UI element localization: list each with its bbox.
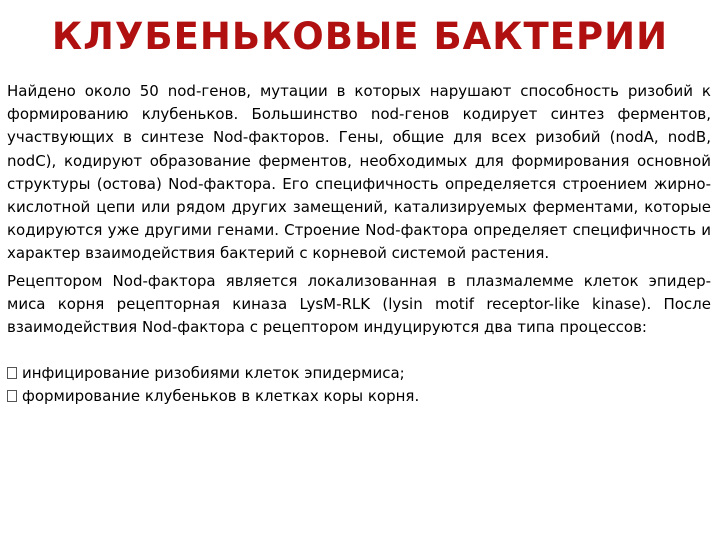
box-bullet-icon	[7, 390, 17, 402]
list-item	[7, 362, 711, 385]
slide-title: КЛУБЕНЬКОВЫЕ БАКТЕРИИ	[51, 15, 669, 58]
process-list	[7, 362, 711, 408]
slide-body	[7, 80, 711, 409]
list-item-text: инфицирование ризобиями клеток эпидермиса;	[22, 364, 405, 383]
list-item-text: формирование клубеньков в клетках коры корня.	[22, 387, 420, 406]
box-bullet-icon	[7, 367, 17, 379]
list-item	[7, 385, 711, 408]
paragraph-nod-genes: Найдено около 50 nod-генов, мутации в которых нарушают способность ризобий к формированию клубеньков. Большинство nod-генов кодирует синтез ферментов, участвующих в синтезе Nod-факторов. Гены, общие для всех ризобий (nodA, nodB, nodC), кодируют образование ферментов, необходимых для формирования основной структуры (остова) Nod-фактора. Его специфичность определяется строением жирно-кислотной цепи или рядом других замещений, катализируемых ферментами, которые кодируются уже другими генами. Строение Nod-фактора определяет специфичность и характер взаимодействия бактерий с корневой системой растения.	[7, 82, 711, 263]
paragraph-receptor: Рецептором Nod-фактора является локализованная в плазмалемме клеток эпидер- миса корня рецепторная киназа LysM-RLK (lysin motif receptor-like kinase). После взаимодействия Nod-фактора с рецептором индуцируются два типа процессов:	[7, 271, 711, 337]
